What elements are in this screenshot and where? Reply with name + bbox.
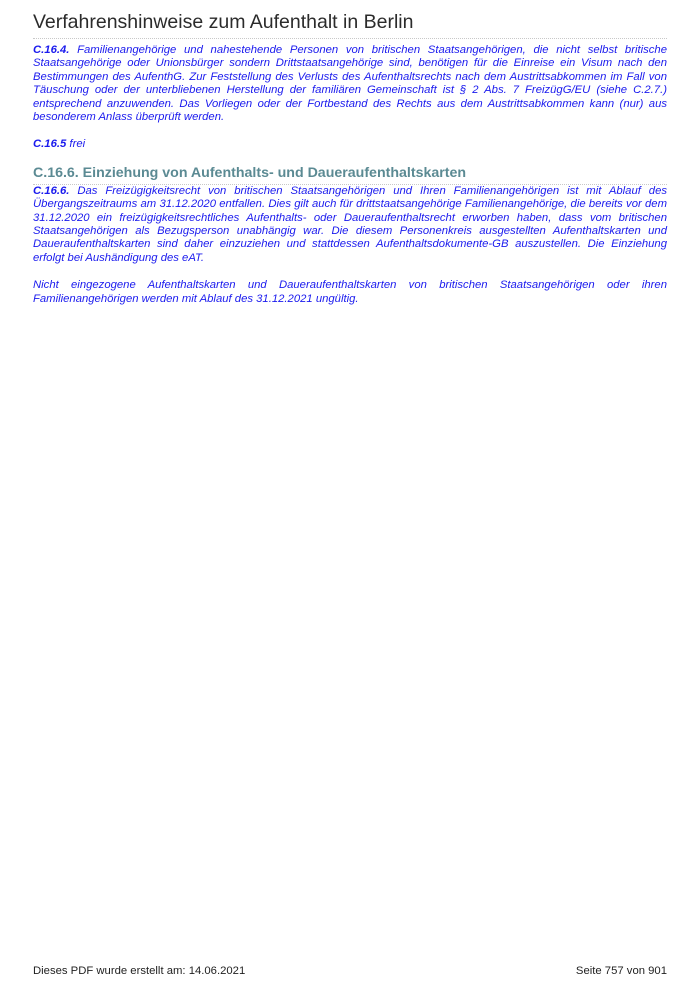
page-title: Verfahrenshinweise zum Aufenthalt in Berlin: [33, 10, 667, 39]
footer-page-number: Seite 757 von 901: [575, 965, 667, 977]
paragraph-text: Familienangehörige und nahestehende Personen von britischen Staatsangehörigen, die nicht selbst britische Staatsangehörige oder Unionsbürger sondern Drittstaatsangehörige sind, benötigen für die Einreise ein Visum nach den Bestimmungen des AufenthG. Zur Feststellung des Verlusts des Aufenthaltsrechts nach dem Austrittsabkommen im Fall von Täuschung oder der unterbliebenen Herstellung der familiären Gemeinschaft ist § 2 Abs. 7 FreizügG/EU (siehe C.2.7.) entsprechend anzuwenden. Das Vorliegen oder der Fortbestand des Rechts aus dem Austrittsabkommen kann (nur) aus besonderem Anlass überprüft werden.: [33, 44, 667, 124]
paragraph-c16-6: [33, 185, 667, 265]
footer-created-date: Dieses PDF wurde erstellt am: 14.06.2021: [33, 965, 246, 977]
paragraph-c16-6-cont: Nicht eingezogene Aufenthaltskarten und Daueraufenthaltskarten von britischen Staatsangehörigen oder ihren Familienangehörigen werden mit Ablauf des 31.12.2021 ungültig.: [33, 279, 667, 305]
paragraph-ref: C.16.4.: [33, 44, 70, 56]
paragraph-c16-4: [33, 44, 667, 124]
paragraph-ref: C.16.6.: [33, 184, 70, 197]
paragraph-text: Das Freizügigkeitsrecht von britischen Staatsangehörigen und Ihren Familienangehörigen ist mit Ablauf des Übergangszeitraums am 31.12.2020 entfallen. Dies gilt auch für drittstaatsangehörige Familienangehörige, die bereits vor dem 31.12.2020 ein freizügigkeitsrechtliches Aufenthalts- oder Daueraufenthaltsrecht erworben haben, dass vom britischen Staatsangehörigen als Bezugsperson unabhängig war. Die diesem Personenkreis ausgestellten Aufenthaltskarten und Daueraufenthaltskarten sind daher einzuziehen und stattdessen Aufenthaltsdokumente-GB auszustellen. Die Einziehung erfolgt bei Aushändigung des eAT.: [33, 184, 667, 264]
paragraph-c16-5: [33, 138, 667, 151]
paragraph-text: frei: [66, 138, 86, 151]
document-body: [33, 44, 667, 306]
section-heading-c16-6: C.16.6. Einziehung von Aufenthalts- und Daueraufenthaltskarten: [33, 165, 667, 185]
paragraph-ref: C.16.5: [33, 138, 67, 151]
